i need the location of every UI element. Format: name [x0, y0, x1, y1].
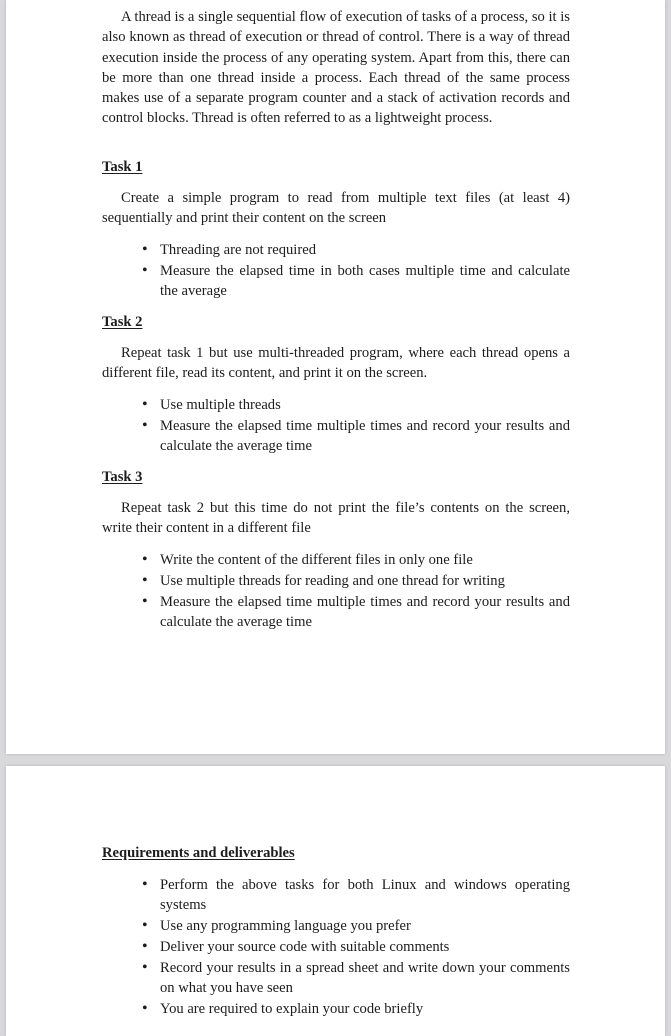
- task-3-bullet-1: • Write the content of the different files in only one file: [160, 550, 570, 570]
- requirements-bullet-1: • Perform the above tasks for both Linux and windows operating systems: [160, 875, 570, 916]
- intro-paragraph: A thread is a single sequential flow of execution of tasks of a process, so it is also known as thread of execution or thread of control. There is a way of thread execution inside the process of any operating system. Apart from this, there can be more than one thread inside a process. Each thread of the same process makes use of a separate program counter and a stack of activation records and control blocks. Thread is often referred to as a lightweight process.: [102, 9, 570, 127]
- task-2-bullet-list: [160, 395, 570, 457]
- task-1-heading: Task 1: [102, 159, 143, 175]
- requirements-bullet-3: • Deliver your source code with suitable comments: [160, 937, 570, 957]
- task-1-bullet-list: [160, 240, 570, 302]
- task-2-bullet-2: • Measure the elapsed time multiple times and record your results and calculate the average time: [160, 416, 570, 457]
- task-3-bullet-3: • Measure the elapsed time multiple times and record your results and calculate the average time: [160, 592, 570, 633]
- requirements-heading: Requirements and deliverables: [102, 845, 295, 861]
- task-3-bullet-2: • Use multiple threads for reading and one thread for writing: [160, 571, 570, 591]
- task-3-description: Repeat task 2 but this time do not print the file’s contents on the screen, write their content in a different file: [102, 500, 570, 537]
- document-page-1: [6, 0, 665, 754]
- task-2-heading: Task 2: [102, 314, 143, 330]
- task-2-bullet-1: • Use multiple threads: [160, 395, 570, 415]
- task-1-description: Create a simple program to read from multiple text files (at least 4) sequentially and print their content on the screen: [102, 190, 570, 227]
- requirements-bullet-5: • You are required to explain your code briefly: [160, 999, 570, 1019]
- requirements-bullet-list: [160, 875, 570, 1020]
- task-1-bullet-1: • Threading are not required: [160, 240, 570, 260]
- requirements-bullet-4: • Record your results in a spread sheet and write down your comments on what you have seen: [160, 958, 570, 999]
- task-3-bullet-list: [160, 550, 570, 633]
- task-2-description: Repeat task 1 but use multi-threaded program, where each thread opens a different file, read its content, and print it on the screen.: [102, 345, 570, 382]
- document-page-2: [6, 766, 665, 1036]
- task-3-heading: Task 3: [102, 469, 143, 485]
- requirements-bullet-2: • Use any programming language you prefer: [160, 916, 570, 936]
- task-1-bullet-2: • Measure the elapsed time in both cases multiple time and calculate the average: [160, 261, 570, 302]
